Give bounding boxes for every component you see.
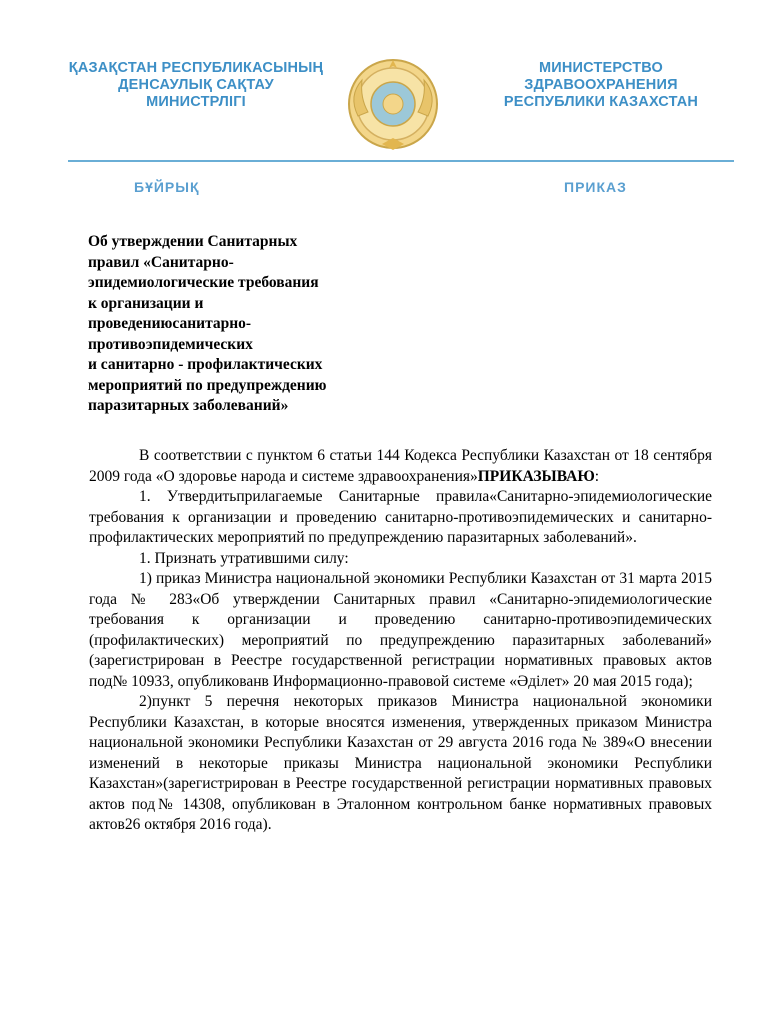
- kazakhstan-state-emblem-icon: [338, 46, 448, 156]
- item-repeal: 1. Признать утратившими силу:: [139, 549, 349, 567]
- item-repeal-1: 1) приказ Министра национальной экономики Республики Казахстан от 31 марта 2015 года № 283«Об утверждении Санитарных правил «Санитарно-эпидемиологические требования к организации и проведению санитарно-противоэпидемических (профилактических) мероприятий по предупреждению паразитарных заболеваний» (зарегистрирован в Реестре государственной регистрации нормативных правовых актов под№ 10933, опубликованв Информационно-правовой системе «Әділет» 20 мая 2015 года);: [89, 570, 712, 690]
- ministry-name-russian: [470, 60, 732, 111]
- title-line: мероприятий по предупреждению: [88, 376, 327, 394]
- title-line: и санитарно - профилактических: [88, 356, 323, 373]
- item-approve: 1. Утвердитьприлагаемые Санитарные правила«Санитарно-эпидемиологические требования к организации и проведению санитарно-противоэпидемических и санитарно-профилактических мероприятий по предупреждению паразитарных заболеваний».: [89, 488, 712, 546]
- title-line: Об утверждении Санитарных: [88, 233, 298, 250]
- item-repeal-2: 2)пункт 5 перечня некоторых приказов Министра национальной экономики Республики Казахстан, в которые вносятся изменения, утвержденных приказом Министра национальной экономики Республики Казахстан от 29 августа 2016 года № 389«О внесении изменений в некоторые приказы Министра национальной экономики Республики Казахстан»(зарегистрирован в Реестре государственной регистрации нормативных правовых актов под№ 14308, опубликован в Эталонном контрольном банке нормативных правовых актов26 октября 2016 года).: [89, 693, 712, 833]
- preamble-paragraph: [89, 446, 712, 487]
- order-label-russian: ПРИКАЗ: [564, 179, 627, 195]
- ministry-name-kazakh-line: МИНИСТРЛІГІ: [146, 94, 246, 110]
- title-line: противоэпидемических: [88, 335, 253, 353]
- ministry-name-kazakh: [62, 60, 330, 111]
- order-keyword: ПРИКАЗЫВАЮ: [477, 467, 595, 485]
- ministry-name-russian-line: РЕСПУБЛИКИ КАЗАХСТАН: [503, 94, 699, 110]
- title-line: эпидемиологические требования: [88, 274, 319, 291]
- title-line: к организации и: [88, 294, 204, 312]
- preamble-end: :: [594, 467, 600, 485]
- header-divider: [68, 160, 734, 162]
- document-body: [89, 446, 712, 836]
- ministry-name-russian-line: МИНИСТЕРСТВО: [538, 60, 664, 76]
- title-line: проведениюсанитарно-: [88, 315, 252, 332]
- order-label-kazakh: БҰЙРЫҚ: [134, 179, 200, 195]
- preamble-text: В соответствии с пунктом 6 статьи 144 Кодекса Республики Казахстан от 18 сентября 2009 года «О здоровье народа и системе здравоохранения»: [89, 447, 712, 485]
- ministry-name-kazakh-line: ҚАЗАҚСТАН РЕСПУБЛИКАСЫНЫҢ: [68, 60, 324, 76]
- document-title: [88, 232, 388, 417]
- ministry-name-russian-line: ЗДРАВООХРАНЕНИЯ: [524, 77, 678, 93]
- title-line: правил «Санитарно-: [88, 253, 234, 271]
- title-line: паразитарных заболеваний»: [88, 397, 289, 414]
- ministry-name-kazakh-line: ДЕНСАУЛЫҚ САҚТАУ: [118, 77, 274, 93]
